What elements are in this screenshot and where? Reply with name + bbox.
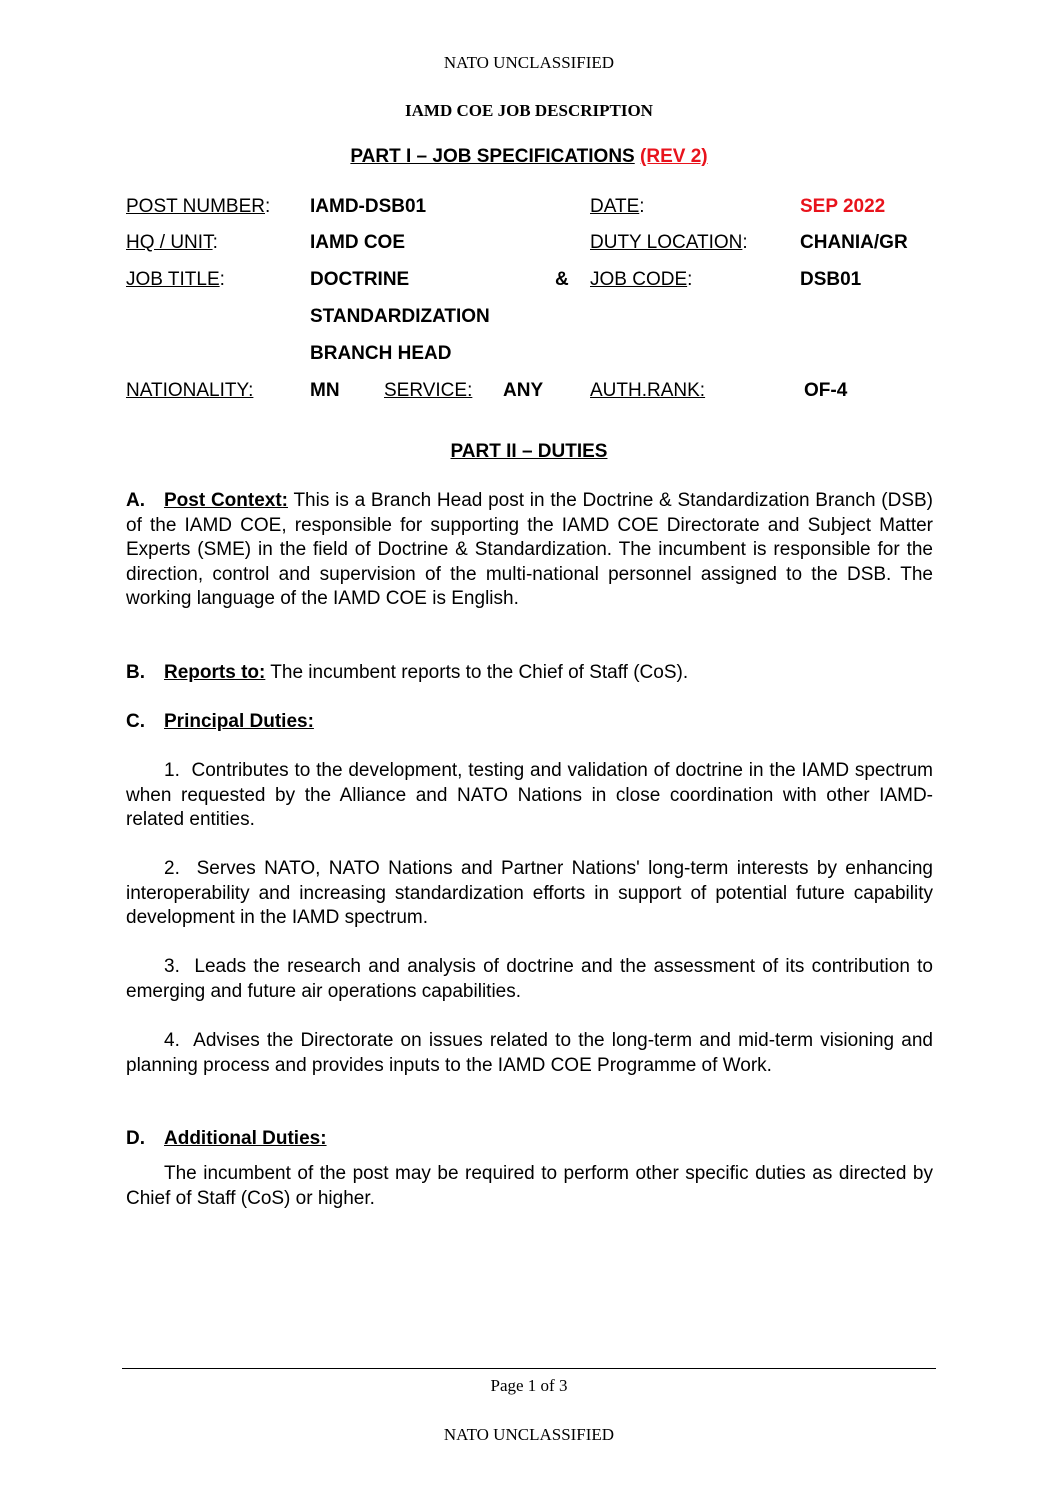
post-number-value: IAMD-DSB01 xyxy=(310,196,427,217)
duty-3-num: 3. xyxy=(164,956,180,977)
duty-1 xyxy=(126,759,933,833)
part1-rev: (REV 2) xyxy=(640,146,708,167)
job-title-value-line1: DOCTRINE xyxy=(310,269,410,290)
hq-unit-value: IAMD COE xyxy=(310,232,405,253)
duty-3 xyxy=(126,955,933,1004)
section-b-letter: B. xyxy=(126,662,145,683)
footer-classification: NATO UNCLASSIFIED xyxy=(443,1425,615,1444)
job-code-label: JOB CODE: xyxy=(590,269,693,290)
duty-4-text: Advises the Directorate on issues related to the long-term and mid-term visioning and planning process and provides inputs to the IAMD COE Programme of Work. xyxy=(126,1030,934,1076)
job-title-ampersand: & xyxy=(555,269,569,290)
post-number-label: POST NUMBER: xyxy=(126,196,271,217)
section-d-heading: Additional Duties: xyxy=(164,1128,327,1149)
section-c xyxy=(126,710,314,734)
duty-2-text: Serves NATO, NATO Nations and Partner Nations' long-term interests by enhancing interoperability and increasing standardization efforts in support of potential future capability development in the IAMD spectrum. xyxy=(126,858,933,929)
duty-location-value: CHANIA/GR xyxy=(800,232,908,253)
part2-title: PART II – DUTIES xyxy=(450,441,608,462)
section-a xyxy=(126,489,933,612)
page-number: Page 1 of 3 xyxy=(490,1376,568,1395)
job-title-label: JOB TITLE: xyxy=(126,269,225,290)
job-code-value: DSB01 xyxy=(800,269,862,290)
duty-2-num: 2. xyxy=(164,858,180,879)
duty-3-text: Leads the research and analysis of doctrine and the assessment of its contribution to emerging and future air operations capabilities. xyxy=(126,956,933,1002)
section-c-heading: Principal Duties: xyxy=(164,711,314,732)
service-value: ANY xyxy=(503,380,544,401)
nationality-value: MN xyxy=(310,380,340,401)
date-label: DATE: xyxy=(590,196,645,217)
duty-4 xyxy=(126,1029,933,1078)
duty-location-label: DUTY LOCATION: xyxy=(590,232,748,253)
duty-4-num: 4. xyxy=(164,1030,180,1051)
section-d xyxy=(126,1127,327,1151)
section-a-letter: A. xyxy=(126,490,145,511)
auth-rank-label: AUTH.RANK: xyxy=(590,380,706,401)
hq-unit-label: HQ / UNIT: xyxy=(126,232,218,253)
job-title-value-line3: BRANCH HEAD xyxy=(310,343,452,364)
document-title: IAMD COE JOB DESCRIPTION xyxy=(405,101,653,120)
section-a-text: This is a Branch Head post in the Doctrine & Standardization Branch (DSB) of the IAMD COE, responsible for supporting the IAMD COE Directorate and Subject Matter Experts (SME) in the field of Doctrine & Standardization. The incumbent is responsible for the direction, control and supervision of the multi-national personnel assigned to the DSB. The working language of the IAMD COE is English. xyxy=(126,490,933,610)
duty-1-text: Contributes to the development, testing and validation of doctrine in the IAMD spectrum when requested by the Alliance and NATO Nations in close coordination with other IAMD-related entities. xyxy=(126,760,934,831)
section-a-heading: Post Context: xyxy=(164,490,288,511)
part1-heading xyxy=(0,146,1058,168)
duty-2 xyxy=(126,857,933,931)
duty-1-num: 1. xyxy=(164,760,180,781)
section-b-heading: Reports to: xyxy=(164,662,266,683)
section-d-text: The incumbent of the post may be required to perform other specific duties as directed by Chief of Staff (CoS) or higher. xyxy=(126,1163,933,1209)
date-value: SEP 2022 xyxy=(800,196,886,217)
header-classification: NATO UNCLASSIFIED xyxy=(443,53,615,72)
part1-title: PART I – JOB SPECIFICATIONS xyxy=(350,146,635,167)
footer-divider xyxy=(122,1368,936,1369)
section-b-text: The incumbent reports to the Chief of Staff (CoS). xyxy=(270,662,689,683)
auth-rank-value: OF-4 xyxy=(804,380,848,401)
section-d-body xyxy=(126,1162,933,1211)
service-label: SERVICE: xyxy=(384,380,473,401)
job-title-value-line2: STANDARDIZATION xyxy=(310,306,490,327)
nationality-label: NATIONALITY: xyxy=(126,380,254,401)
section-c-letter: C. xyxy=(126,711,145,732)
section-d-letter: D. xyxy=(126,1128,145,1149)
section-b xyxy=(126,661,688,685)
